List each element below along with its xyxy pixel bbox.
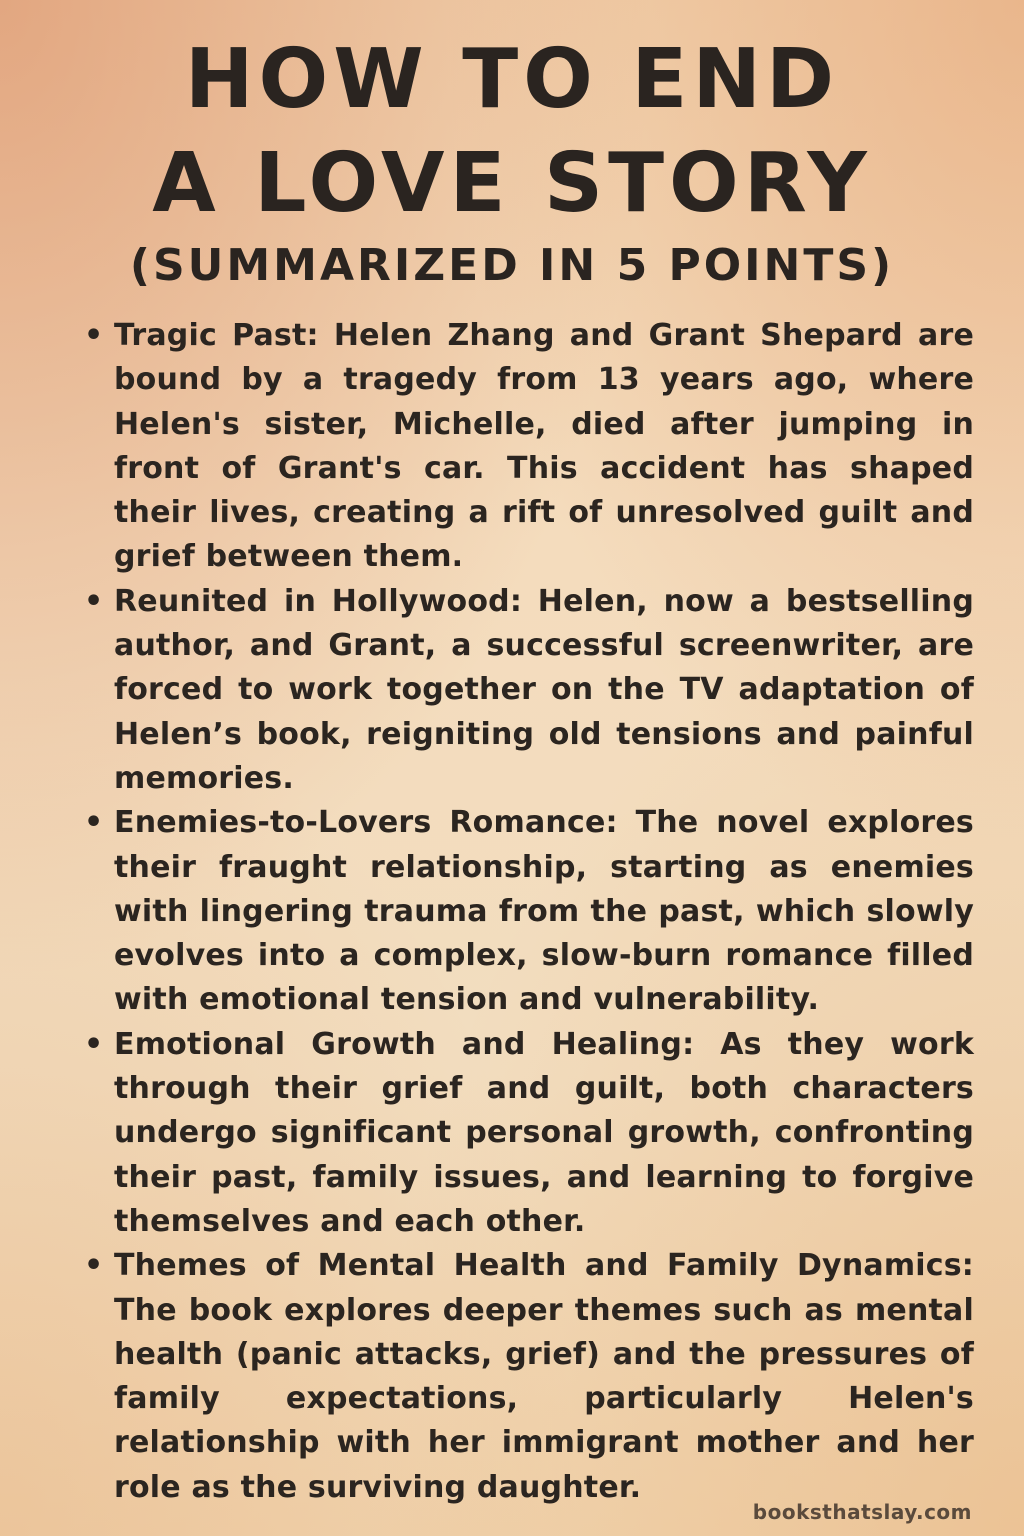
title-block — [0, 28, 1024, 294]
site-credit: booksthatslay.com — [752, 1500, 972, 1524]
summary-point-text: Themes of Mental Health and Family Dynamics: The book explores deeper themes such as mental health (panic attacks, grief) and the pressures of family expectations, particularly Helen's relationship with her immigrant mother and her role as the surviving daughter. — [114, 1248, 974, 1505]
bullet-icon: • — [84, 1026, 104, 1062]
summary-points-list — [84, 314, 974, 1510]
bullet-icon: • — [84, 318, 104, 353]
bullet-icon: • — [84, 805, 104, 841]
summary-point-2 — [84, 580, 974, 801]
summary-point-text: Tragic Past: Helen Zhang and Grant Shepard are bound by a tragedy from 13 years ago, where Helen's sister, Michelle, died after jumping in front of Grant's car. This accident has shaped their lives, creating a rift of unresolved guilt and grief between them. — [114, 318, 974, 575]
summary-point-1 — [84, 314, 974, 580]
summary-point-4 — [84, 1023, 974, 1244]
summary-point-5 — [84, 1244, 974, 1510]
summary-point-text: Enemies-to-Lovers Romance: The novel explores their fraught relationship, starting as enemies with lingering trauma from the past, which slowly evolves into a complex, slow-burn romance filled with emotional tension and vulnerability. — [114, 805, 974, 1018]
title-line-2: A LOVE STORY — [152, 136, 872, 231]
summary-point-text: Reunited in Hollywood: Helen, now a bestselling author, and Grant, a successful screenwriter, are forced to work together on the TV adaptation of Helen’s book, reigniting old tensions and painful memories. — [114, 583, 974, 796]
title-line-1: HOW TO END — [184, 32, 840, 127]
subtitle: (SUMMARIZED IN 5 POINTS) — [129, 240, 895, 291]
bullet-icon: • — [84, 583, 104, 619]
summary-point-text: Emotional Growth and Healing: As they work through their grief and guilt, both characters undergo significant personal growth, confronting their past, family issues, and learning to forgive themselves and each other. — [114, 1026, 974, 1239]
summary-point-3 — [84, 801, 974, 1022]
bullet-icon: • — [84, 1248, 104, 1284]
